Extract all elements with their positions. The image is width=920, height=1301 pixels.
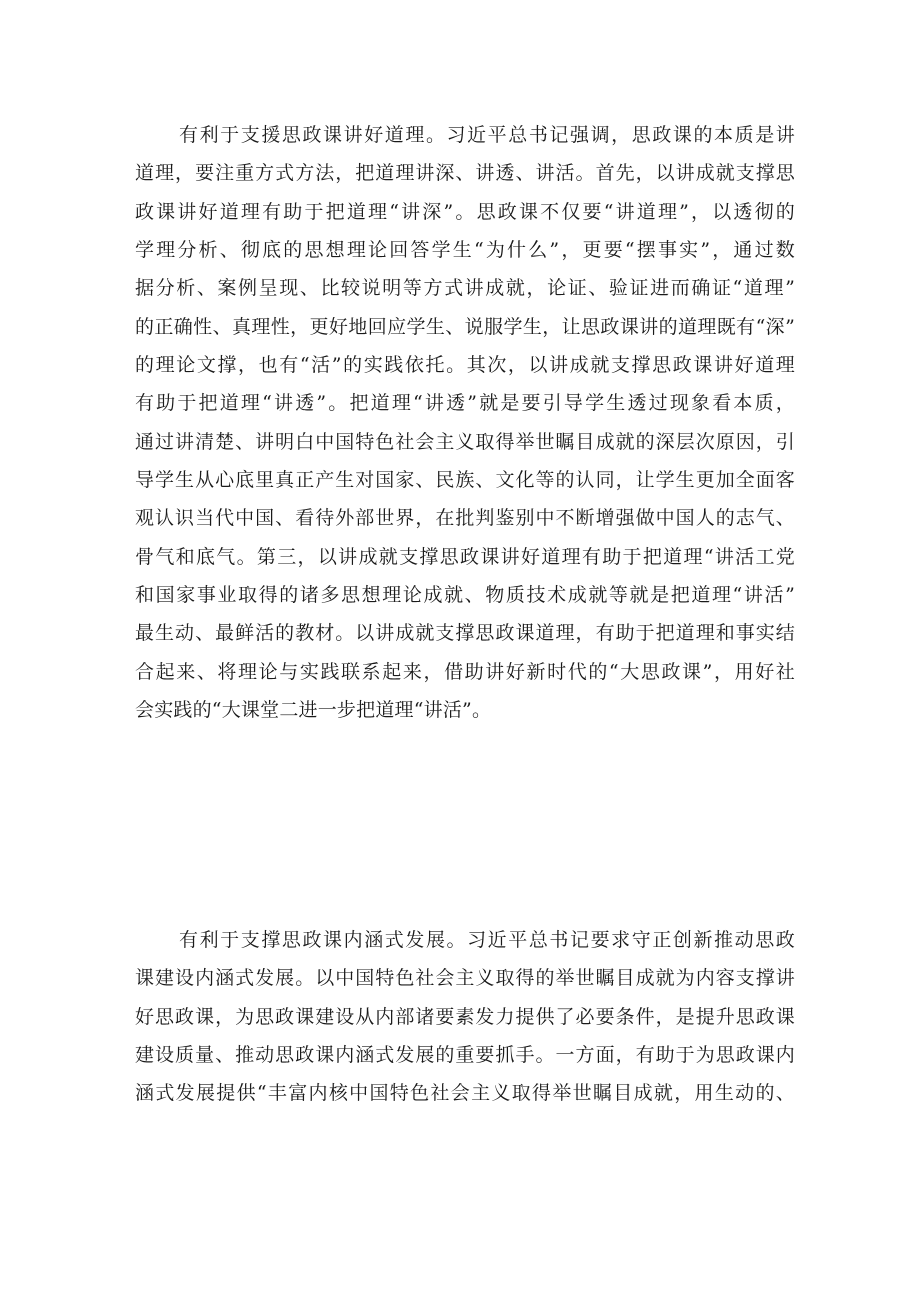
text-line: 有助于把道理“讲透”。把道理“讲透”就是要引导学生透过现象看本质， bbox=[135, 392, 795, 415]
text-line: 学理分析、彻底的思想理论回答学生“为什么”，更要“摆事实”，通过数 bbox=[135, 239, 795, 262]
text-line: 骨气和底气。第三，以讲成就支撑思政课讲好道理有助于把道理“讲活工党 bbox=[135, 545, 795, 568]
text-line: 的正确性、真理性，更好地回应学生、说服学生，让思政课讲的道理既有“深” bbox=[135, 315, 795, 338]
text-line: 合起来、将理论与实践联系起来，借助讲好新时代的“大思政课”，用好社 bbox=[135, 660, 795, 683]
text-line: 最生动、最鲜活的教材。以讲成就支撑思政课道理，有助于把道理和事实结 bbox=[135, 622, 795, 645]
text-line: 政课讲好道理有助于把道理“讲深”。思政课不仅要“讲道理”，以透彻的 bbox=[135, 200, 795, 223]
text-line: 通过讲清楚、讲明白中国特色社会主义取得举世瞩目成就的深层次原因，引 bbox=[135, 430, 795, 453]
text-line: 道理，要注重方式方法，把道理讲深、讲透、讲活。首先，以讲成就支撑思 bbox=[135, 162, 795, 185]
text-line: 有利于支援思政课讲好道理。习近平总书记强调，思政课的本质是讲 bbox=[179, 124, 795, 146]
text-line: 和国家事业取得的诸多思想理论成就、物质技术成就等就是把道理“讲活” bbox=[135, 584, 795, 607]
text-line: 建设质量、推动思政课内涵式发展的重要抓手。一方面，有助于为思政课内 bbox=[135, 1044, 795, 1067]
text-line: 据分析、案例呈现、比较说明等方式讲成就，论证、验证进而确证“道理” bbox=[135, 277, 795, 300]
text-line: 涵式发展提供“丰富内核中国特色社会主义取得举世瞩目成就，用生动的、 bbox=[135, 1082, 795, 1105]
text-line: 导学生从心底里真正产生对国家、民族、文化等的认同，让学生更加全面客 bbox=[135, 469, 795, 492]
text-line: 好思政课，为思政课建设从内部诸要素发力提供了必要条件，是提升思政课 bbox=[135, 1005, 795, 1028]
text-line: 的理论文撑，也有“活”的实践依托。其次，以讲成就支撑思政课讲好道理 bbox=[135, 354, 795, 377]
paragraph-1 bbox=[135, 116, 795, 730]
text-line: 会实践的“大课堂二进一步把道理“讲活”。 bbox=[135, 699, 492, 722]
text-line: 观认识当代中国、看待外部世界，在批判鉴别中不断增强做中国人的志气、 bbox=[135, 507, 795, 530]
text-line: 课建设内涵式发展。以中国特色社会主义取得的举世瞩目成就为内容支撑讲 bbox=[135, 967, 795, 990]
paragraph-2 bbox=[135, 921, 795, 1113]
text-line: 有利于支撑思政课内涵式发展。习近平总书记要求守正创新推动思政 bbox=[179, 929, 795, 951]
